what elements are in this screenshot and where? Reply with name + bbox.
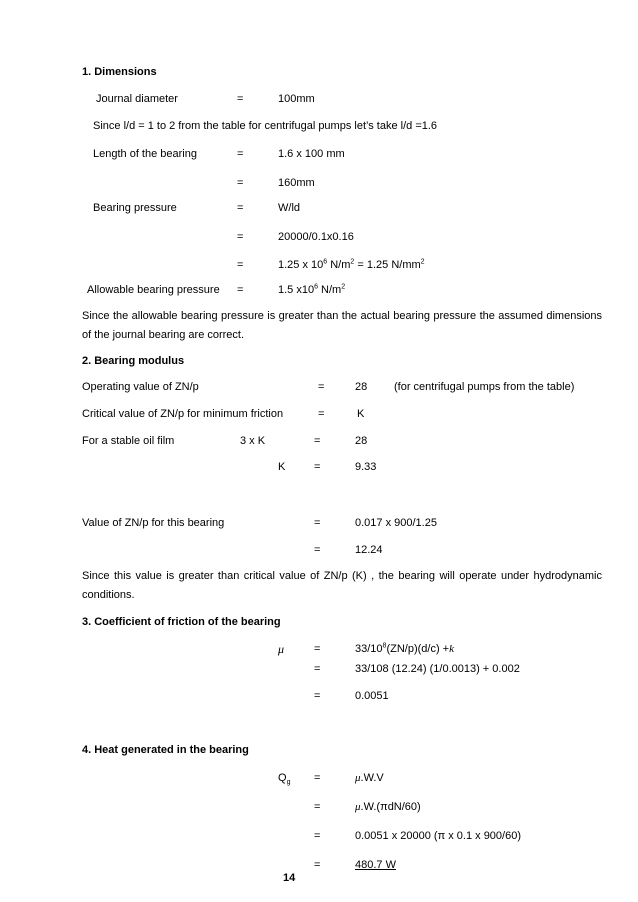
bearing-pressure-label: Bearing pressure bbox=[93, 202, 177, 214]
section-2-conclusion: Since this value is greater than critical value of ZN/p (K) , the bearing will operate under hydrodynamic conditions. bbox=[82, 570, 602, 601]
equals-sign: = bbox=[314, 801, 321, 813]
equals-sign: = bbox=[314, 517, 321, 529]
mu-symbol: μ bbox=[278, 642, 285, 656]
equals-sign: = bbox=[237, 148, 244, 160]
equals-sign: = bbox=[314, 544, 321, 556]
equals-sign: = bbox=[237, 284, 244, 296]
section-3-heading: 3. Coefficient of friction of the bearing bbox=[82, 616, 281, 628]
friction-formula: $33/10^8(ZN/p)(d/c) +k$ bbox=[355, 642, 454, 655]
equals-sign: = bbox=[314, 690, 321, 702]
equals-sign: = bbox=[314, 461, 321, 473]
heat-formula-expanded: μ.W.(πdN/60) bbox=[355, 801, 421, 813]
bearing-value-label: Value of ZN/p for this bearing bbox=[82, 517, 225, 529]
bearing-pressure-value-2: 20000/0.1x0.16 bbox=[278, 231, 354, 243]
k-label: K bbox=[278, 461, 286, 473]
friction-result: 0.0051 bbox=[355, 690, 389, 702]
allowable-pressure-value: 1.5 $x10^6$ $N/m^2$ bbox=[278, 283, 346, 296]
equals-sign: = bbox=[237, 231, 244, 243]
journal-diameter-value: 100mm bbox=[278, 93, 315, 105]
critical-value: K bbox=[357, 408, 365, 420]
length-value: 1.6 x 100 mm bbox=[278, 148, 345, 160]
equals-sign: = bbox=[237, 93, 244, 105]
equals-sign: = bbox=[237, 259, 244, 271]
page-number: 14 bbox=[283, 872, 296, 884]
k-value: 9.33 bbox=[355, 461, 377, 473]
allowable-pressure-label: Allowable bearing pressure bbox=[87, 284, 220, 296]
operating-value: 28 bbox=[355, 381, 368, 393]
section-1-conclusion: Since the allowable bearing pressure is greater than the actual bearing pressure the assumed dimensions of the journal bearing are correct. bbox=[82, 310, 602, 341]
critical-value-label: Critical value of ZN/p for minimum friction bbox=[82, 408, 284, 420]
bearing-pressure-value: W/ld bbox=[278, 202, 300, 214]
equals-sign: = bbox=[318, 381, 325, 393]
operating-value-note: (for centrifugal pumps from the table) bbox=[394, 381, 575, 393]
length-value-2: 160mm bbox=[278, 177, 315, 189]
equals-sign: = bbox=[237, 202, 244, 214]
heat-symbol: $Q_g$ bbox=[278, 772, 291, 787]
stable-film-label: For a stable oil film bbox=[82, 435, 175, 447]
equals-sign: = bbox=[314, 643, 321, 655]
stable-film-value: 28 bbox=[355, 435, 368, 447]
heat-formula: μ.W.V bbox=[355, 772, 384, 784]
heat-result: 480.7 W bbox=[355, 859, 396, 871]
bearing-value-2: 12.24 bbox=[355, 544, 383, 556]
equals-sign: = bbox=[314, 830, 321, 842]
section-4-heading: 4. Heat generated in the bearing bbox=[82, 744, 249, 756]
length-label: Length of the bearing bbox=[93, 148, 197, 160]
equals-sign: = bbox=[318, 408, 325, 420]
equals-sign: = bbox=[314, 772, 321, 784]
stable-film-multiplier: 3 x K bbox=[240, 435, 266, 447]
since-ld-text: Since l/d = 1 to 2 from the table for centrifugal pumps let’s take l/d =1.6 bbox=[93, 120, 438, 132]
bearing-value: 0.017 x 900/1.25 bbox=[355, 517, 437, 529]
section-1-heading: 1. Dimensions bbox=[82, 66, 157, 78]
equals-sign: = bbox=[314, 859, 321, 871]
bearing-pressure-value-3: 1.25 x $10^6$ $N/m^2 = 1.25$ $N/mm^2$ bbox=[278, 258, 425, 271]
equals-sign: = bbox=[314, 435, 321, 447]
heat-substitution: 0.0051 x 20000 (π x 0.1 x 900/60) bbox=[355, 830, 521, 842]
equals-sign: = bbox=[314, 663, 321, 675]
operating-value-label: Operating value of ZN/p bbox=[82, 381, 199, 393]
friction-substitution: 33/108 (12.24) (1/0.0013) + 0.002 bbox=[355, 663, 520, 675]
section-2-heading: 2. Bearing modulus bbox=[82, 355, 185, 367]
journal-diameter-label: Journal diameter bbox=[96, 93, 178, 105]
equals-sign: = bbox=[237, 177, 244, 189]
